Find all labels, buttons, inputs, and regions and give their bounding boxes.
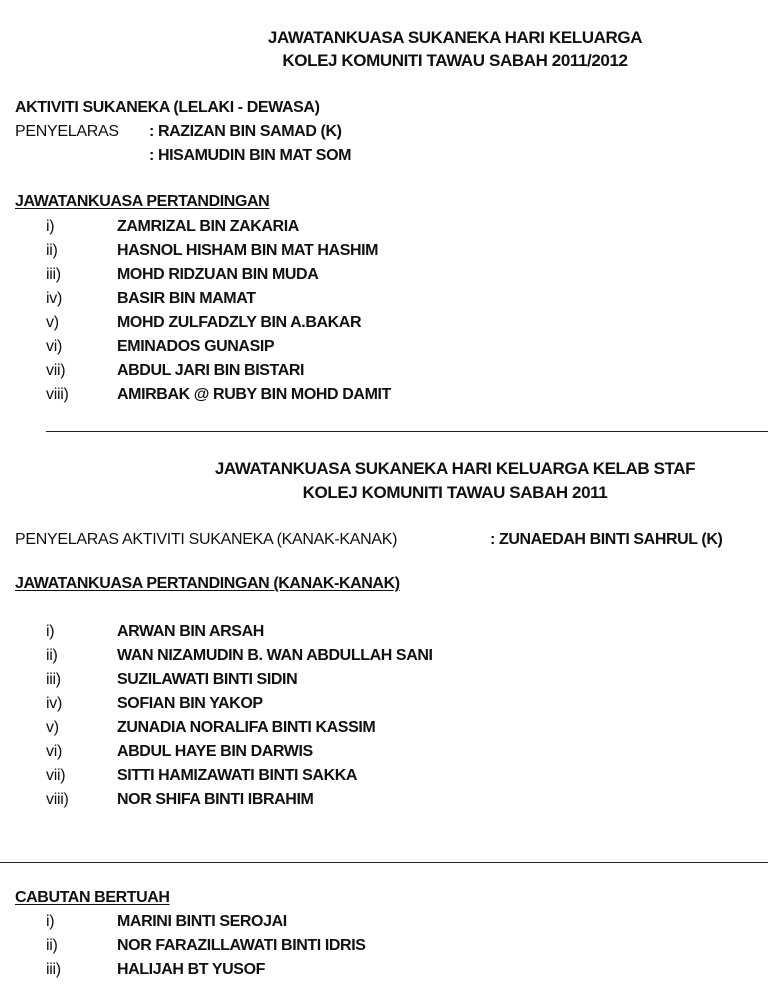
list-number: vii): [46, 362, 66, 379]
list-number: vii): [46, 767, 66, 784]
member-name: WAN NIZAMUDIN B. WAN ABDULLAH SANI: [117, 647, 433, 664]
section-divider-1: [46, 431, 768, 432]
list-number: iv): [46, 290, 62, 307]
section2-title-line2: KOLEJ KOMUNITI TAWAU SABAH 2011: [302, 483, 608, 502]
member-name: SOFIAN BIN YAKOP: [117, 695, 263, 712]
member-name: MARINI BINTI SEROJAI: [117, 913, 287, 930]
list-number: ii): [46, 937, 58, 954]
coordinator-name-2: : HISAMUDIN BIN MAT SOM: [149, 147, 352, 164]
section2-title-line1: JAWATANKUASA SUKANEKA HARI KELUARGA KELAB STAF: [214, 459, 696, 478]
list-number: vi): [46, 743, 62, 760]
member-name: SUZILAWATI BINTI SIDIN: [117, 671, 298, 688]
coordinator-label: PENYELARAS: [15, 123, 119, 140]
member-name: ABDUL HAYE BIN DARWIS: [117, 743, 313, 760]
member-name: AMIRBAK @ RUBY BIN MOHD DAMIT: [117, 386, 391, 403]
member-name: ARWAN BIN ARSAH: [117, 623, 264, 640]
section-divider-2: [0, 862, 768, 863]
list-number: v): [46, 314, 59, 331]
list-number: iii): [46, 961, 61, 978]
member-name: EMINADOS GUNASIP: [117, 338, 275, 355]
section1-title-line2: KOLEJ KOMUNITI TAWAU SABAH 2011/2012: [282, 51, 628, 70]
member-name: ABDUL JARI BIN BISTARI: [117, 362, 305, 379]
committee-heading: JAWATANKUASA PERTANDINGAN: [15, 193, 270, 210]
list-number: v): [46, 719, 59, 736]
activity-heading: AKTIVITI SUKANEKA (LELAKI - DEWASA): [15, 99, 320, 116]
member-name: ZAMRIZAL BIN ZAKARIA: [117, 218, 299, 235]
list-number: viii): [46, 791, 69, 808]
member-name: NOR SHIFA BINTI IBRAHIM: [117, 791, 314, 808]
member-name: MOHD RIDZUAN BIN MUDA: [117, 266, 319, 283]
lucky-draw-heading: CABUTAN BERTUAH: [15, 889, 170, 906]
section1-title-line1: JAWATANKUASA SUKANEKA HARI KELUARGA: [267, 28, 643, 47]
coordinator-name-1: : RAZIZAN BIN SAMAD (K): [149, 123, 342, 140]
list-number: iv): [46, 695, 62, 712]
list-number: vi): [46, 338, 62, 355]
kids-coordinator-label: PENYELARAS AKTIVITI SUKANEKA (KANAK-KANAK): [15, 531, 398, 548]
member-name: MOHD ZULFADZLY BIN A.BAKAR: [117, 314, 362, 331]
member-name: NOR FARAZILLAWATI BINTI IDRIS: [117, 937, 366, 954]
member-name: BASIR BIN MAMAT: [117, 290, 256, 307]
kids-committee-heading: JAWATANKUASA PERTANDINGAN (KANAK-KANAK): [15, 575, 400, 592]
list-number: i): [46, 218, 55, 235]
list-number: ii): [46, 242, 58, 259]
list-number: viii): [46, 386, 69, 403]
list-number: iii): [46, 671, 61, 688]
member-name: HALIJAH BT YUSOF: [117, 961, 265, 978]
member-name: SITTI HAMIZAWATI BINTI SAKKA: [117, 767, 358, 784]
kids-coordinator-name: : ZUNAEDAH BINTI SAHRUL (K): [490, 531, 723, 548]
list-number: ii): [46, 647, 58, 664]
list-number: i): [46, 913, 55, 930]
list-number: i): [46, 623, 55, 640]
list-number: iii): [46, 266, 61, 283]
member-name: HASNOL HISHAM BIN MAT HASHIM: [117, 242, 379, 259]
member-name: ZUNADIA NORALIFA BINTI KASSIM: [117, 719, 376, 736]
